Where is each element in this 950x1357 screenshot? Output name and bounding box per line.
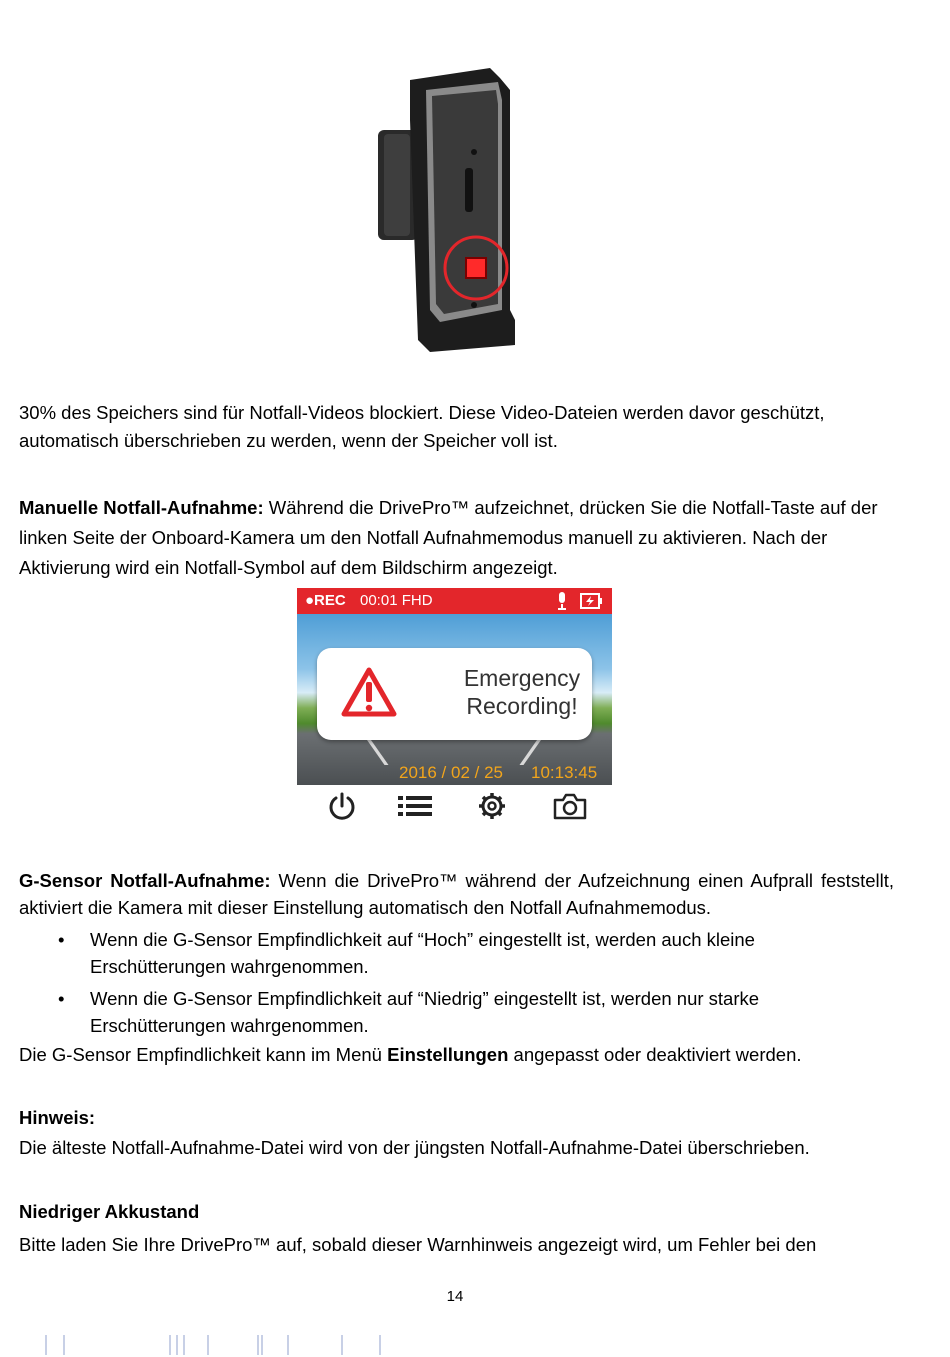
rec-indicator: ●REC — [305, 592, 346, 609]
list-item: • Wenn die G-Sensor Empfindlichkeit auf “Niedrig” eingestellt ist, werden nur starke Erschütterungen wahrgenommen. — [58, 988, 760, 1036]
page-number: 14 — [446, 1288, 464, 1305]
recording-time: 00:01 FHD — [360, 592, 433, 609]
camera-icon[interactable] — [553, 791, 587, 821]
gsensor-paragraph — [19, 867, 894, 921]
bullet-text-high: Wenn die G-Sensor Empfindlichkeit auf “Hoch” eingestellt ist, werden auch kleine Erschütterungen wahrgenommen. — [90, 929, 755, 977]
manual-emergency-heading: Manuelle Notfall-Aufnahme: — [19, 497, 264, 518]
alert-message — [457, 664, 587, 720]
footer-scan-marks — [40, 1333, 440, 1357]
settings-menu-name: Einstellungen — [387, 1044, 509, 1065]
note-text: Die älteste Notfall-Aufnahme-Datei wird von der jüngsten Notfall-Aufnahme-Datei überschrieben. — [19, 1137, 810, 1158]
warning-triangle-icon — [341, 666, 397, 718]
alert-line-2: Recording! — [466, 693, 578, 719]
settings-paragraph — [19, 1041, 894, 1069]
low-battery-text: Bitte laden Sie Ihre DrivePro™ auf, sobald dieser Warnhinweis angezeigt wird, um Fehler bei den — [19, 1234, 817, 1255]
time-readout: 10:13:45 — [531, 763, 598, 782]
battery-charging-icon — [580, 593, 602, 609]
bullet-text-low: Wenn die G-Sensor Empfindlichkeit auf “Niedrig” eingestellt ist, werden nur starke Erschütterungen wahrgenommen. — [90, 988, 760, 1036]
screen-toolbar — [297, 785, 612, 825]
timestamp-bar — [297, 761, 612, 785]
gsensor-heading: G-Sensor Notfall-Aufnahme: — [19, 870, 271, 891]
low-battery-heading: Niedriger Akkustand — [19, 1201, 200, 1222]
camera-side-illustration — [370, 60, 530, 360]
alert-line-1: Emergency — [463, 665, 581, 691]
list-item: • Wenn die G-Sensor Empfindlichkeit auf “Hoch” eingestellt ist, werden auch kleine Erschütterungen wahrgenommen. — [58, 929, 755, 977]
date-readout: 2016 / 02 / 25 — [399, 763, 503, 782]
microphone-icon — [557, 592, 567, 610]
status-bar — [297, 588, 612, 614]
settings-gear-icon[interactable] — [477, 791, 507, 821]
settings-text-post: angepasst oder deaktiviert werden. — [508, 1044, 802, 1065]
manual-emergency-paragraph — [19, 493, 894, 583]
emergency-alert-dialog — [317, 648, 592, 740]
note-heading: Hinweis: — [19, 1107, 96, 1128]
sensitivity-bullet-list — [58, 926, 858, 1044]
settings-text-pre: Die G-Sensor Empfindlichkeit kann im Menü — [19, 1044, 388, 1065]
manual-emergency-text: Während die DrivePro™ aufzeichnet, drücken Sie die Notfall-Taste auf der linken Seite der Onboard-Kamera um den Notfall Aufnahmemodus manuell zu aktivieren. Nach der Aktivierung wird ein Notfall-Symbol auf dem Bildschirm angezeigt. — [19, 497, 878, 578]
emergency-recording-screen — [297, 588, 612, 785]
power-icon[interactable] — [327, 791, 357, 821]
menu-list-icon[interactable] — [397, 791, 433, 821]
gsensor-text: Wenn die DrivePro™ während der Aufzeichnung einen Aufprall feststellt, aktiviert die Kamera mit dieser Einstellung automatisch den Notfall Aufnahmemodus. — [19, 870, 894, 918]
storage-info-paragraph: 30% des Speichers sind für Notfall-Videos blockiert. Diese Video-Dateien werden davor geschützt, automatisch überschrieben zu werden, wenn der Speicher voll ist. — [19, 402, 825, 451]
